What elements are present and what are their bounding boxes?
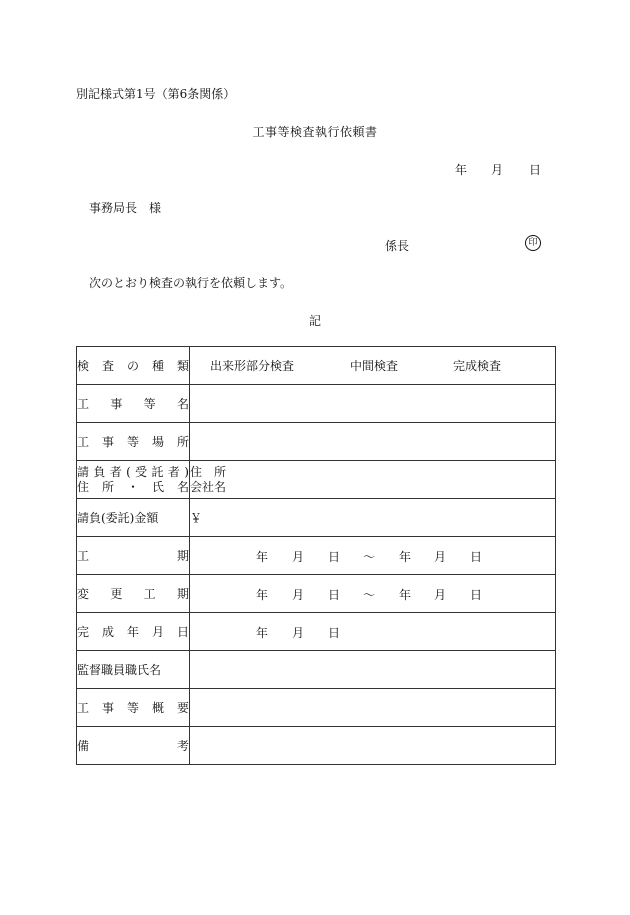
label-glyph: 者 (167, 464, 180, 479)
work-location-field[interactable] (190, 423, 556, 461)
completion-day: 日 (328, 626, 341, 640)
label-work-location (77, 423, 190, 461)
end-month: 月 (434, 550, 447, 564)
start-day: 日 (328, 550, 341, 564)
label-glyph: 場 (151, 435, 164, 449)
label-text (77, 433, 189, 450)
period-separator: ～ (363, 550, 376, 564)
currency-symbol: ￥ (190, 511, 203, 525)
label-glyph: 日 (176, 625, 189, 639)
label-glyph: 者 (109, 464, 122, 479)
option-partial[interactable]: 出来形部分検査 (210, 359, 295, 373)
period-separator: ～ (363, 588, 376, 602)
inspection-type-options[interactable] (190, 347, 556, 385)
label-text (77, 357, 189, 374)
label-text (77, 699, 189, 716)
label-glyph: 等 (143, 397, 156, 411)
start-year: 年 (256, 550, 269, 564)
contractor-company-label: 会社名 (190, 479, 227, 494)
label-glyph: 氏 (151, 479, 164, 494)
label-text (77, 395, 189, 412)
row-supervisor (77, 651, 556, 689)
contractor-field[interactable] (190, 461, 556, 499)
summary-field[interactable] (190, 689, 556, 727)
label-glyph: 工 (77, 435, 90, 449)
label-glyph: 住 (77, 479, 90, 494)
label-glyph: ・ (126, 479, 139, 494)
label-glyph: 工 (77, 701, 90, 715)
label-glyph: 更 (110, 587, 123, 601)
label-text (77, 623, 189, 640)
label-glyph: 事 (110, 397, 123, 411)
inspection-request-table (76, 346, 556, 765)
end-day: 日 (470, 588, 483, 602)
label-glyph: 受 (135, 464, 148, 479)
label-glyph: ) (184, 464, 189, 479)
form-number: 別記様式第1号（第6条関係） (76, 87, 236, 101)
row-changed-period (77, 575, 556, 613)
label-glyph: 成 (101, 625, 114, 639)
start-month: 月 (292, 588, 305, 602)
label-text (77, 737, 189, 754)
label-glyph: 月 (151, 625, 164, 639)
work-name-field[interactable] (190, 385, 556, 423)
end-day: 日 (470, 550, 483, 564)
label-glyph: 負 (93, 464, 106, 479)
label-remarks (77, 727, 190, 765)
row-period (77, 537, 556, 575)
label-glyph: 年 (126, 625, 139, 639)
row-completion-date (77, 613, 556, 651)
label-period (77, 537, 190, 575)
label-glyph: 事 (101, 435, 114, 449)
document-title: 工事等検査執行依頼書 (252, 125, 378, 139)
request-date (455, 161, 541, 178)
label-summary (77, 689, 190, 727)
label-glyph: 等 (126, 435, 139, 449)
completion-date-field[interactable] (190, 613, 556, 651)
ki-label: 記 (308, 314, 321, 328)
label-glyph: 概 (151, 701, 164, 715)
row-work-location (77, 423, 556, 461)
date-day: 日 (529, 163, 542, 177)
request-text: 次のとおり検査の執行を依頼します。 (89, 276, 293, 290)
label-contractor (77, 461, 190, 499)
start-month: 月 (292, 550, 305, 564)
remarks-field[interactable] (190, 727, 556, 765)
label-completion-date (77, 613, 190, 651)
label-glyph: 工 (77, 549, 90, 563)
row-summary (77, 689, 556, 727)
label-glyph: 工 (77, 397, 90, 411)
row-contractor (77, 461, 556, 499)
label-glyph: 完 (77, 625, 90, 639)
completion-year: 年 (256, 626, 269, 640)
row-remarks (77, 727, 556, 765)
addressee: 事務局長 様 (89, 201, 162, 215)
label-text (77, 585, 189, 602)
label-glyph: 期 (176, 549, 189, 563)
end-year: 年 (399, 588, 412, 602)
label-glyph: 請 (77, 464, 90, 479)
label-glyph: 検 (77, 359, 90, 373)
row-contract-amount (77, 499, 556, 537)
label-glyph: 種 (151, 359, 164, 373)
label-glyph: 類 (176, 359, 189, 373)
label-glyph: 査 (101, 359, 114, 373)
date-year: 年 (455, 163, 468, 177)
label-contract-amount (77, 499, 190, 537)
label-text (77, 547, 189, 564)
label-glyph: 名 (176, 479, 189, 494)
seal-mark: 印 (525, 235, 541, 251)
label-changed-period (77, 575, 190, 613)
contract-amount-field[interactable] (190, 499, 556, 537)
label-glyph: 所 (176, 435, 189, 449)
label-glyph: ( (126, 464, 131, 479)
label-glyph: 考 (176, 739, 189, 753)
period-field[interactable] (190, 537, 556, 575)
end-year: 年 (399, 550, 412, 564)
label-glyph: 名 (176, 397, 189, 411)
label-glyph: 等 (126, 701, 139, 715)
row-work-name (77, 385, 556, 423)
start-day: 日 (328, 588, 341, 602)
sender-title: 係長 (385, 239, 410, 253)
contractor-address-label: 住 所 (190, 464, 227, 479)
row-inspection-type (77, 347, 556, 385)
label-line (77, 480, 189, 495)
label-work-name (77, 385, 190, 423)
completion-month: 月 (292, 626, 305, 640)
date-month: 月 (491, 163, 504, 177)
supervisor-field[interactable] (190, 651, 556, 689)
start-year: 年 (256, 588, 269, 602)
label-inspection-type (77, 347, 190, 385)
label-text: 請負(委託)金額 (77, 511, 159, 525)
label-glyph: 託 (151, 464, 164, 479)
label-text: 監督職員職氏名 (77, 663, 162, 677)
label-line (77, 465, 189, 480)
label-glyph: 要 (176, 701, 189, 715)
changed-period-field[interactable] (190, 575, 556, 613)
label-glyph: 変 (77, 587, 90, 601)
label-supervisor (77, 651, 190, 689)
end-month: 月 (434, 588, 447, 602)
label-glyph: 備 (77, 739, 90, 753)
label-glyph: 工 (143, 587, 156, 601)
label-glyph: 事 (101, 701, 114, 715)
option-intermediate[interactable]: 中間検査 (350, 359, 399, 373)
label-glyph: 期 (176, 587, 189, 601)
option-completion[interactable]: 完成検査 (453, 359, 502, 373)
label-glyph: 所 (101, 479, 114, 494)
label-glyph: の (126, 359, 139, 373)
